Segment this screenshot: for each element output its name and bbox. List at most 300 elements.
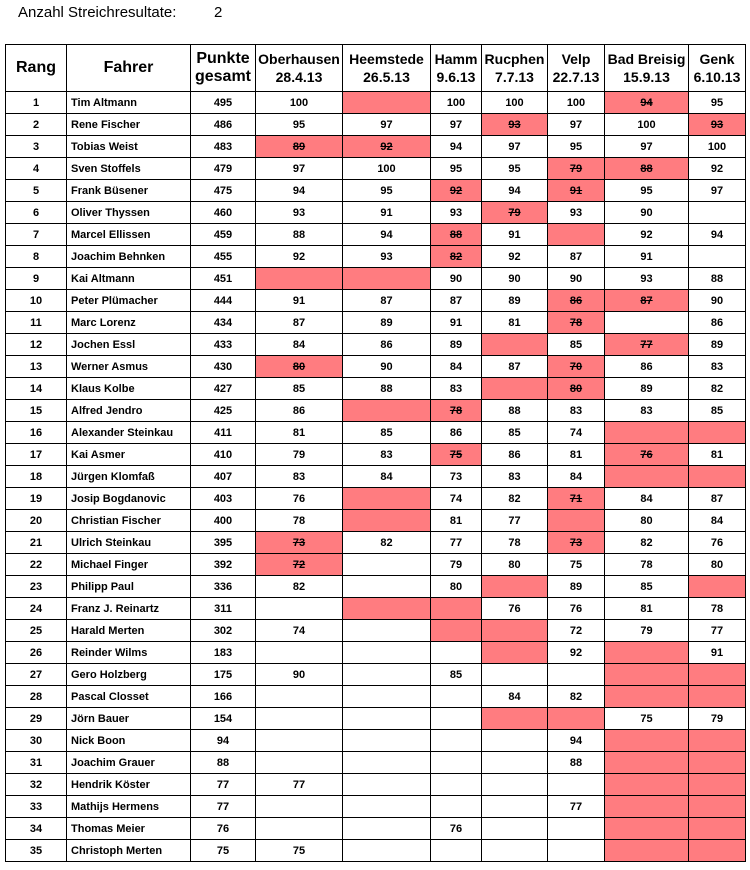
result-cell <box>431 818 482 840</box>
result-value: 94 <box>640 96 653 109</box>
struck-result-cell <box>431 246 482 268</box>
result-value: 83 <box>640 404 653 417</box>
result-cell <box>689 202 746 224</box>
total-points-cell: 94 <box>191 730 256 752</box>
struck-result-cell <box>605 422 689 444</box>
driver-name-cell: Alexander Steinkau <box>67 422 191 444</box>
result-cell <box>431 334 482 356</box>
struck-result-cell <box>256 356 343 378</box>
driver-name-cell: Thomas Meier <box>67 818 191 840</box>
event-header <box>431 45 482 92</box>
table-row <box>6 730 746 752</box>
result-cell <box>343 356 431 378</box>
driver-name-cell: Nick Boon <box>67 730 191 752</box>
table-row <box>6 378 746 400</box>
result-cell <box>482 488 548 510</box>
result-value: 79 <box>640 624 653 637</box>
result-value: 90 <box>710 294 724 307</box>
struck-result-cell <box>605 752 689 774</box>
result-value: 97 <box>449 118 463 131</box>
result-cell <box>482 840 548 862</box>
rank-cell: 15 <box>6 400 67 422</box>
struck-result-cell <box>548 290 605 312</box>
result-cell <box>343 246 431 268</box>
total-points-cell: 77 <box>191 774 256 796</box>
result-cell <box>431 136 482 158</box>
driver-name-cell: Pascal Closset <box>67 686 191 708</box>
result-cell <box>548 818 605 840</box>
result-cell <box>343 840 431 862</box>
total-points-cell: 479 <box>191 158 256 180</box>
driver-name-cell: Ulrich Steinkau <box>67 532 191 554</box>
total-points-cell: 460 <box>191 202 256 224</box>
result-value: 84 <box>569 470 583 483</box>
struck-result-cell <box>605 796 689 818</box>
result-value: 92 <box>508 250 521 263</box>
result-cell <box>482 796 548 818</box>
table-row <box>6 510 746 532</box>
result-value: 78 <box>292 514 306 527</box>
rank-cell: 11 <box>6 312 67 334</box>
result-cell <box>605 246 689 268</box>
result-cell <box>431 708 482 730</box>
result-cell <box>605 400 689 422</box>
driver-name-cell: Peter Plümacher <box>67 290 191 312</box>
rank-cell: 14 <box>6 378 67 400</box>
result-cell <box>689 92 746 114</box>
event-header <box>343 45 431 92</box>
result-cell <box>431 422 482 444</box>
result-value: 89 <box>710 338 724 351</box>
driver-name-cell: Gero Holzberg <box>67 664 191 686</box>
result-cell <box>431 576 482 598</box>
total-header <box>191 45 256 92</box>
rank-cell: 35 <box>6 840 67 862</box>
struck-result-cell <box>431 224 482 246</box>
result-cell <box>256 664 343 686</box>
result-cell <box>431 664 482 686</box>
result-value: 89 <box>449 338 463 351</box>
result-value: 77 <box>292 778 306 791</box>
total-points-cell: 433 <box>191 334 256 356</box>
result-cell <box>431 158 482 180</box>
result-cell <box>256 180 343 202</box>
result-value: 95 <box>710 96 724 109</box>
result-cell <box>431 774 482 796</box>
result-value: 79 <box>569 162 583 175</box>
total-header-line1: Punkte <box>196 50 250 67</box>
struck-result-cell <box>548 488 605 510</box>
table-row <box>6 642 746 664</box>
rank-cell: 9 <box>6 268 67 290</box>
result-cell <box>256 730 343 752</box>
result-value: 79 <box>508 206 521 219</box>
driver-name-cell: Marcel Ellissen <box>67 224 191 246</box>
result-value: 87 <box>292 316 306 329</box>
result-value: 88 <box>292 228 306 241</box>
result-cell <box>689 598 746 620</box>
rank-cell: 13 <box>6 356 67 378</box>
result-cell <box>548 840 605 862</box>
struck-result-cell <box>548 378 605 400</box>
table-row <box>6 290 746 312</box>
result-value: 77 <box>710 624 724 637</box>
result-value: 79 <box>710 712 724 725</box>
result-cell <box>482 466 548 488</box>
table-row <box>6 422 746 444</box>
result-value: 93 <box>569 206 583 219</box>
driver-name-cell: Hendrik Köster <box>67 774 191 796</box>
result-value: 78 <box>508 536 521 549</box>
result-cell <box>689 246 746 268</box>
result-value: 87 <box>710 492 724 505</box>
rank-cell: 4 <box>6 158 67 180</box>
table-row <box>6 136 746 158</box>
result-cell <box>343 664 431 686</box>
result-cell <box>256 312 343 334</box>
table-row <box>6 466 746 488</box>
result-value: 80 <box>449 580 463 593</box>
result-cell <box>482 224 548 246</box>
result-cell <box>256 246 343 268</box>
result-cell <box>256 400 343 422</box>
result-value: 76 <box>508 602 521 615</box>
result-value: 94 <box>569 734 583 747</box>
result-cell <box>482 686 548 708</box>
result-cell <box>343 466 431 488</box>
result-cell <box>548 114 605 136</box>
rank-cell: 1 <box>6 92 67 114</box>
result-value: 89 <box>508 294 521 307</box>
result-value: 89 <box>569 580 583 593</box>
rank-cell: 22 <box>6 554 67 576</box>
result-value: 91 <box>508 228 521 241</box>
result-cell <box>343 620 431 642</box>
result-cell <box>548 400 605 422</box>
result-value: 84 <box>710 514 724 527</box>
result-cell <box>482 818 548 840</box>
result-cell <box>548 686 605 708</box>
result-value: 77 <box>449 536 463 549</box>
driver-name-cell: Sven Stoffels <box>67 158 191 180</box>
result-value: 91 <box>292 294 306 307</box>
event-header <box>256 45 343 92</box>
result-value: 85 <box>569 338 583 351</box>
driver-name-cell: Reinder Wilms <box>67 642 191 664</box>
result-cell <box>689 532 746 554</box>
result-cell <box>431 642 482 664</box>
result-value: 85 <box>640 580 653 593</box>
rank-cell: 28 <box>6 686 67 708</box>
result-cell <box>256 620 343 642</box>
table-row <box>6 488 746 510</box>
result-cell <box>548 796 605 818</box>
result-value: 88 <box>640 162 653 175</box>
driver-name-cell: Mathijs Hermens <box>67 796 191 818</box>
result-value: 73 <box>449 470 463 483</box>
result-cell <box>605 180 689 202</box>
result-cell <box>431 488 482 510</box>
result-value: 83 <box>569 404 583 417</box>
result-cell <box>343 224 431 246</box>
result-value: 77 <box>569 800 583 813</box>
table-row <box>6 268 746 290</box>
result-cell <box>548 422 605 444</box>
struck-result-cell <box>605 290 689 312</box>
rank-cell: 26 <box>6 642 67 664</box>
driver-name-cell: Alfred Jendro <box>67 400 191 422</box>
result-cell <box>431 114 482 136</box>
result-value: 83 <box>508 470 521 483</box>
result-cell <box>343 444 431 466</box>
result-value: 95 <box>640 184 653 197</box>
result-value: 90 <box>449 272 463 285</box>
table-row <box>6 752 746 774</box>
struck-result-cell <box>689 752 746 774</box>
struck-result-cell <box>431 598 482 620</box>
struck-result-cell <box>343 92 431 114</box>
result-value: 91 <box>380 206 393 219</box>
driver-name-cell: Jochen Essl <box>67 334 191 356</box>
result-value: 100 <box>637 118 656 131</box>
event-name: Velp <box>561 51 591 67</box>
result-cell <box>482 730 548 752</box>
result-value: 93 <box>710 118 724 131</box>
result-value: 91 <box>640 250 653 263</box>
result-cell <box>482 752 548 774</box>
strike-results-label: Anzahl Streichresultate: <box>18 4 177 21</box>
result-cell <box>431 730 482 752</box>
result-value: 95 <box>569 140 583 153</box>
event-date: 28.4.13 <box>275 69 323 85</box>
table-row <box>6 708 746 730</box>
result-cell <box>548 642 605 664</box>
result-value: 81 <box>640 602 653 615</box>
result-cell <box>256 708 343 730</box>
result-value: 80 <box>640 514 653 527</box>
result-cell <box>256 576 343 598</box>
result-value: 97 <box>380 118 393 131</box>
struck-result-cell <box>482 334 548 356</box>
result-value: 81 <box>292 426 306 439</box>
result-value: 74 <box>569 426 583 439</box>
result-cell <box>431 268 482 290</box>
result-cell <box>689 708 746 730</box>
result-cell <box>256 642 343 664</box>
result-value: 89 <box>380 316 393 329</box>
table-row <box>6 202 746 224</box>
result-cell <box>431 840 482 862</box>
result-value: 91 <box>710 646 724 659</box>
result-cell <box>605 554 689 576</box>
struck-result-cell <box>689 840 746 862</box>
result-value: 74 <box>449 492 463 505</box>
event-header <box>605 45 689 92</box>
result-cell <box>605 620 689 642</box>
event-date: 15.9.13 <box>623 69 670 85</box>
result-cell <box>605 114 689 136</box>
result-value: 84 <box>640 492 653 505</box>
total-points-cell: 166 <box>191 686 256 708</box>
result-cell <box>689 378 746 400</box>
struck-result-cell <box>689 422 746 444</box>
total-points-cell: 486 <box>191 114 256 136</box>
result-cell <box>343 686 431 708</box>
table-row <box>6 246 746 268</box>
rank-cell: 10 <box>6 290 67 312</box>
header-row <box>6 45 746 92</box>
result-cell <box>605 488 689 510</box>
result-cell <box>256 752 343 774</box>
struck-result-cell <box>605 730 689 752</box>
result-cell <box>256 686 343 708</box>
total-header-line2: gesamt <box>194 68 252 85</box>
result-cell <box>482 532 548 554</box>
event-header <box>482 45 548 92</box>
rank-cell: 31 <box>6 752 67 774</box>
result-cell <box>482 158 548 180</box>
total-points-cell: 444 <box>191 290 256 312</box>
result-cell <box>482 356 548 378</box>
result-cell <box>689 444 746 466</box>
driver-name-cell: Kai Asmer <box>67 444 191 466</box>
result-value: 80 <box>710 558 724 571</box>
result-value: 87 <box>569 250 583 263</box>
struck-result-cell <box>605 334 689 356</box>
table-row <box>6 158 746 180</box>
result-cell <box>689 488 746 510</box>
result-value: 100 <box>707 140 727 153</box>
result-cell <box>256 378 343 400</box>
rank-cell: 24 <box>6 598 67 620</box>
result-value: 72 <box>292 558 306 571</box>
rank-cell: 17 <box>6 444 67 466</box>
result-cell <box>548 136 605 158</box>
result-cell <box>431 686 482 708</box>
result-cell <box>482 92 548 114</box>
result-value: 100 <box>289 96 309 109</box>
result-value: 83 <box>292 470 306 483</box>
struck-result-cell <box>548 180 605 202</box>
result-cell <box>548 466 605 488</box>
result-value: 88 <box>380 382 393 395</box>
event-date: 26.5.13 <box>363 69 410 85</box>
result-value: 85 <box>380 426 393 439</box>
struck-result-cell <box>482 114 548 136</box>
result-value: 82 <box>710 382 724 395</box>
result-value: 76 <box>292 492 306 505</box>
result-cell <box>256 488 343 510</box>
result-cell <box>343 796 431 818</box>
result-value: 86 <box>449 426 463 439</box>
result-value: 76 <box>710 536 724 549</box>
struck-result-cell <box>256 532 343 554</box>
result-value: 88 <box>508 404 521 417</box>
result-cell <box>548 730 605 752</box>
total-points-cell: 425 <box>191 400 256 422</box>
result-value: 94 <box>292 184 306 197</box>
rank-cell: 32 <box>6 774 67 796</box>
result-value: 93 <box>449 206 463 219</box>
table-row <box>6 224 746 246</box>
result-cell <box>343 158 431 180</box>
total-points-cell: 311 <box>191 598 256 620</box>
table-row <box>6 92 746 114</box>
result-cell <box>256 334 343 356</box>
result-value: 76 <box>449 822 463 835</box>
result-value: 77 <box>640 338 653 351</box>
struck-result-cell <box>605 158 689 180</box>
result-value: 71 <box>569 492 583 505</box>
result-cell <box>343 290 431 312</box>
result-cell <box>482 290 548 312</box>
result-value: 78 <box>449 404 463 417</box>
result-value: 86 <box>508 448 521 461</box>
total-points-cell: 77 <box>191 796 256 818</box>
result-value: 86 <box>710 316 724 329</box>
rank-cell: 34 <box>6 818 67 840</box>
result-cell <box>548 752 605 774</box>
result-cell <box>482 510 548 532</box>
struck-result-cell <box>343 136 431 158</box>
total-points-cell: 475 <box>191 180 256 202</box>
result-cell <box>343 774 431 796</box>
result-value: 81 <box>710 448 724 461</box>
struck-result-cell <box>482 576 548 598</box>
table-row <box>6 818 746 840</box>
result-value: 75 <box>292 844 306 857</box>
driver-name-cell: Oliver Thyssen <box>67 202 191 224</box>
result-cell <box>605 708 689 730</box>
result-value: 80 <box>569 382 583 395</box>
result-value: 81 <box>508 316 521 329</box>
standings-body <box>6 92 746 862</box>
result-value: 85 <box>508 426 521 439</box>
result-cell <box>431 510 482 532</box>
result-value: 92 <box>292 250 306 263</box>
event-name: Heemstede <box>349 51 424 67</box>
struck-result-cell <box>605 686 689 708</box>
result-value: 78 <box>640 558 653 571</box>
struck-result-cell <box>605 92 689 114</box>
result-value: 100 <box>377 162 396 175</box>
result-cell <box>431 532 482 554</box>
struck-result-cell <box>605 664 689 686</box>
result-value: 80 <box>508 558 521 571</box>
result-value: 89 <box>640 382 653 395</box>
rank-cell: 27 <box>6 664 67 686</box>
struck-result-cell <box>548 312 605 334</box>
result-cell <box>605 576 689 598</box>
result-value: 73 <box>292 536 306 549</box>
total-points-cell: 400 <box>191 510 256 532</box>
result-cell <box>548 92 605 114</box>
result-value: 100 <box>505 96 524 109</box>
result-cell <box>343 752 431 774</box>
driver-name-cell: Werner Asmus <box>67 356 191 378</box>
result-cell <box>548 268 605 290</box>
result-cell <box>256 840 343 862</box>
result-value: 86 <box>569 294 583 307</box>
result-cell <box>343 422 431 444</box>
result-cell <box>548 774 605 796</box>
driver-name-cell: Frank Büsener <box>67 180 191 202</box>
total-points-cell: 336 <box>191 576 256 598</box>
struck-result-cell <box>605 774 689 796</box>
struck-result-cell <box>431 180 482 202</box>
result-cell <box>605 532 689 554</box>
result-cell <box>431 378 482 400</box>
